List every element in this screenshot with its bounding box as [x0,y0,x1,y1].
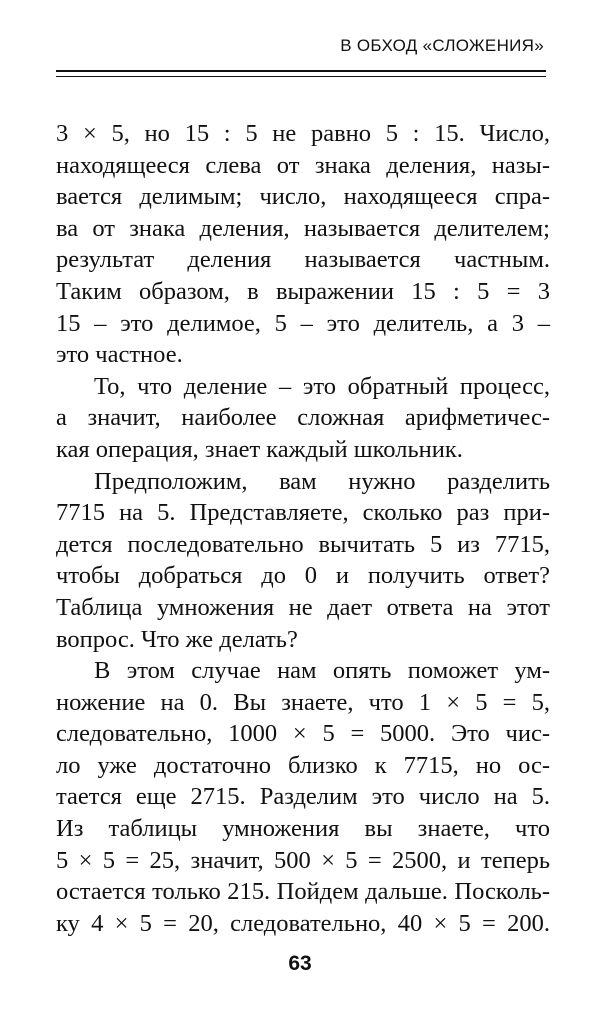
paragraph-4-line: следовательно, 1000 × 5 = 5000. Это чис- [56,720,550,748]
paragraph-4-line: ку 4 × 5 = 20, следовательно, 40 × 5 = 200. [56,909,550,937]
paragraph-1-line: результат деления называется частным. [56,246,550,274]
paragraph-4-line: ножение на 0. Вы знаете, что 1 × 5 = 5, [56,688,550,716]
header-rule-thick [56,70,546,72]
paragraph-1-line: это частное. [56,341,183,369]
paragraph-1-line: 15 – это делимое, 5 – это делитель, а 3 – [56,309,550,337]
paragraph-4-line: Из таблицы умножения вы знаете, что [56,815,550,843]
paragraph-4-line: ло уже достаточно близко к 7715, но ос- [56,751,550,779]
paragraph-3-line: Таблица умножения не дает ответа на этот [56,593,550,621]
paragraph-1-line: находящееся слева от знака деления, назы- [56,151,550,179]
body-text [56,118,550,939]
paragraph-4-line: остается только 215. Пойдем дальше. Посколь- [56,878,550,906]
paragraph-1-line: 3 × 5, но 15 : 5 не равно 5 : 15. Число, [56,120,550,147]
paragraph-2-line: а значит, наиболее сложная арифметичес- [56,404,550,432]
paragraph-4-line: тается еще 2715. Разделим это число на 5. [56,783,550,811]
paragraph-1-line: Таким образом, в выражении 15 : 5 = 3 [56,277,550,305]
paragraph-1-line: вается делимым; число, находящееся спра- [56,183,550,211]
paragraph-3-line: Предположим, вам нужно разделить [94,467,550,495]
paragraph-3-line: чтобы добраться до 0 и получить ответ? [56,562,550,590]
paragraph-2-line: кая операция, знает каждый школьник. [56,435,463,463]
paragraph-1-line: ва от знака деления, называется делителем; [56,214,550,242]
paragraph-4-line: В этом случае нам опять поможет ум- [94,657,550,685]
header-rule-thin [56,76,546,77]
paragraph-3-line: 7715 на 5. Представляете, сколько раз при- [56,499,550,527]
running-head: В ОБХОД «СЛОЖЕНИЯ» [340,36,544,55]
page-number: 63 [288,952,312,975]
paragraph-3-line: дется последовательно вычитать 5 из 7715, [56,530,550,558]
paragraph-3-line: вопрос. Что же делать? [56,625,298,653]
paragraph-4-line: 5 × 5 = 25, значит, 500 × 5 = 2500, и теперь [56,846,550,874]
paragraph-2-line: То, что деление – это обратный процесс, [94,372,550,400]
